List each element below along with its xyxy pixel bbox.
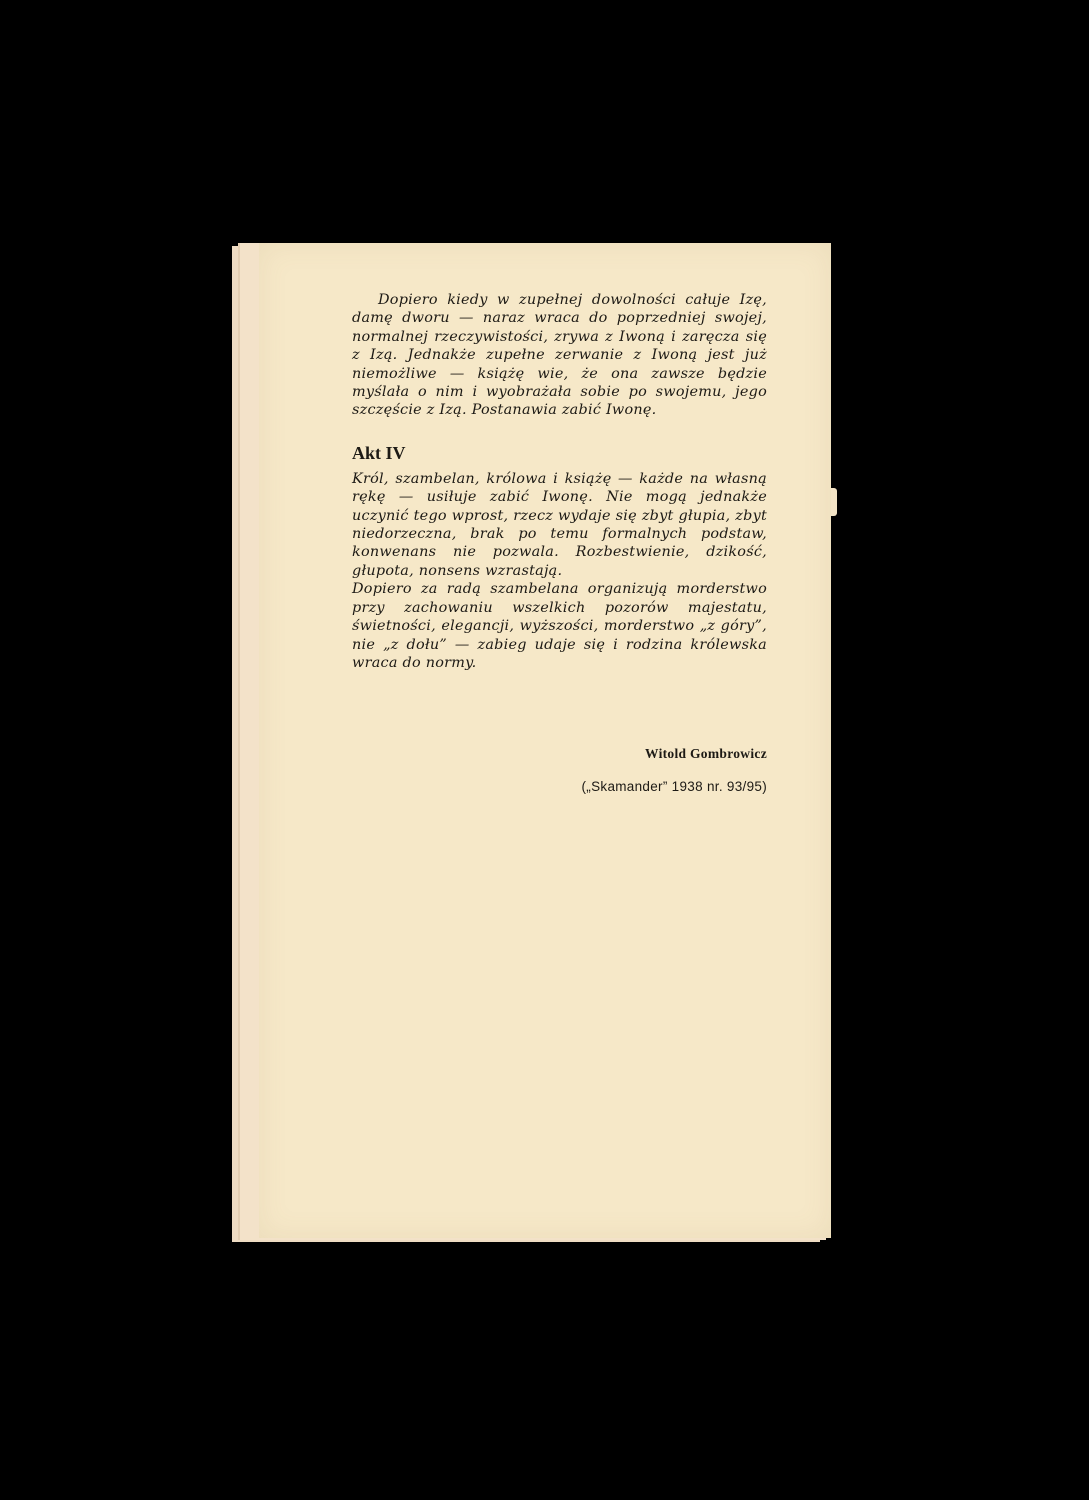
author-signature: Witold Gombrowicz: [645, 746, 767, 762]
page-content: [352, 291, 767, 794]
section-heading: Akt IV: [352, 442, 406, 463]
paragraph-3: Dopiero za radą szambelana organizują morderstwo przy zachowaniu wszelkich pozorów majestatu, świetności, elegancji, wyższości, morderstwo „z góry”, nie „z dołu” — zabieg udaje się i rodzina królewska wraca do normy.: [352, 581, 767, 671]
source-citation: („Skamander” 1938 nr. 93/95): [581, 779, 767, 795]
paragraph-2: Król, szambelan, królowa i książę — każde na własną rękę — usiłuje zabić Iwonę. Nie mogą jednakże uczynić tego wprost, rzecz wydaje się zbyt głupia, zbyt niedorzeczna, brak po temu formalnych podstaw, konwenans nie pozwala. Rozbestwienie, dzikość, głupota, nonsens wzrastają.: [352, 470, 767, 579]
paragraph-1: Dopiero kiedy w zupełnej dowolności całuje Izę, damę dworu — naraz wraca do poprzedniej swojej, normalnej rzeczywistości, zrywa z Iwoną i zaręcza się z Izą. Jednakże zupełne zerwanie z Iwoną jest już niemożliwe — książę wie, że ona zawsze będzie myślała o nim i wyobrażała sobie po swojemu, jego szczęście z Izą. Postanawia zabić Iwonę.: [352, 292, 767, 419]
document-page: [259, 243, 831, 1238]
